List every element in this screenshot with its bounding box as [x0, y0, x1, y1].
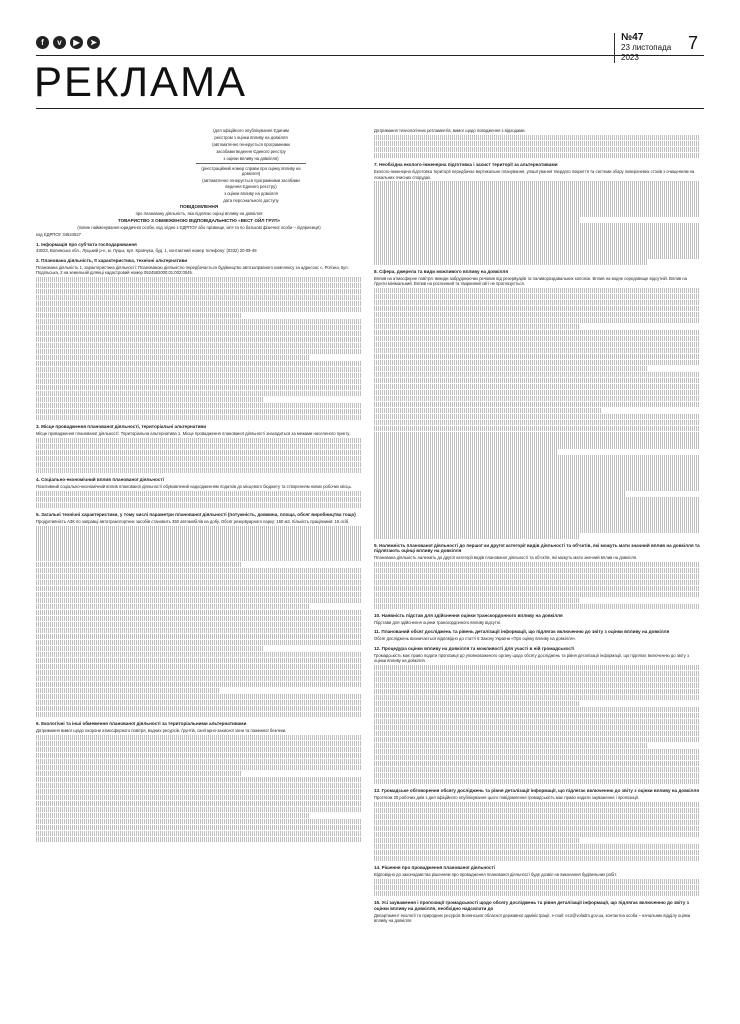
text-line	[36, 622, 362, 627]
section-11-text: Обсяг досліджень визначається відповідно до статті 6 Закону України «Про оцінку впливу на довкілля».	[374, 636, 577, 642]
notice-subtitle: про плановану діяльність, яка підлягає оцінці впливу на довкілля	[135, 211, 263, 217]
text-line	[374, 814, 700, 819]
section-13-title: 13. Громадське обговорення обсягу досліджень та рівня деталізації інформації, що підлягає включенню до звіту з оцінки впливу на довкілля	[374, 788, 700, 794]
text-line	[36, 807, 362, 812]
text-line	[374, 689, 700, 694]
text-line	[36, 491, 362, 496]
text-line	[36, 562, 241, 567]
text-line	[374, 288, 700, 293]
text-line	[374, 420, 700, 425]
notice-intro: (повне найменування юридичної особи, код згідно з ЄДРПОУ або прізвище, ім’я та по батькові фізичної особи – підприємця)	[77, 225, 321, 231]
text-line	[374, 671, 700, 676]
text-line	[36, 373, 362, 378]
text-line	[36, 741, 362, 746]
section-15-text: Департамент екології та природних ресурсів Волинської обласної державної адміністрації, e-mail: eco@voladm.gov.ua, контактна особа – начальник відділу оцінки впливу на довкілля	[374, 912, 691, 924]
text-line	[36, 574, 362, 579]
section-7-text: Еколого-інженерна підготовка території передбачає вертикальне планування, улаштування твердого покриття та системи збору поверхневих стоків з очищенням на локальних очисних спорудах.	[374, 169, 695, 180]
text-filler	[374, 181, 700, 264]
text-line	[36, 610, 362, 615]
text-line	[374, 598, 579, 603]
text-line	[374, 342, 700, 347]
edrpou-code: код ЄДРПОУ 34624527	[36, 232, 81, 238]
section-12-title: 12. Процедура оцінки впливу на довкілля та можливості для участі в ній громадськості	[374, 645, 575, 651]
text-line	[36, 331, 362, 336]
text-line	[36, 532, 362, 537]
section-8-title: 8. Сфера, джерела та види можливого впливу на довкілля	[374, 268, 509, 274]
text-line	[374, 856, 700, 861]
text-line	[374, 354, 700, 359]
text-line	[374, 568, 700, 573]
section-4-text: Позитивний соціально-економічний вплив планованої діяльності обумовлений надходженням податків до місцевого бюджету та створенням нових робочих місць.	[36, 484, 352, 490]
text-line	[36, 747, 362, 752]
text-line	[374, 562, 700, 567]
text-line	[374, 241, 700, 246]
section-2-title: 2. Планована діяльність, її характеристика, технічні альтернативи	[36, 257, 188, 263]
text-line	[36, 592, 362, 597]
section-10-text: Підстави для здійснення оцінки транскордонного впливу відсутні.	[374, 620, 502, 626]
section-3-text: Місце провадження планованої діяльності: Територіальна альтернатива 1. Місце провадження планованої діяльності знаходиться за межами населеного пункту.	[36, 430, 351, 436]
section-3-title: 3. Місце провадження планованої діяльності, територіальні альтернативи	[36, 424, 207, 430]
text-line	[374, 850, 700, 855]
text-line	[374, 217, 579, 222]
text-line	[374, 731, 700, 736]
text-line	[36, 391, 362, 396]
text-line	[36, 652, 362, 657]
text-line	[374, 461, 700, 466]
text-line	[374, 592, 700, 597]
text-line	[374, 885, 700, 890]
registry-stamp	[196, 128, 306, 203]
text-line	[36, 795, 362, 800]
text-line	[36, 438, 362, 443]
stamp-line: (автоматично генерується програмними засобами ведення Єдиного реєстру)	[202, 178, 300, 189]
text-line	[374, 773, 700, 778]
text-line	[374, 604, 700, 609]
text-line	[36, 337, 362, 342]
text-line	[374, 396, 700, 401]
text-line	[374, 844, 700, 849]
header-rule-top	[36, 55, 704, 56]
text-line	[374, 743, 648, 748]
text-line	[374, 135, 700, 140]
text-line	[36, 349, 362, 354]
section-6-text: Дотримання вимог щодо охорони атмосферного повітря, водних ресурсів, ґрунтів, санітарно-захисної зони та пожежної безпеки.	[36, 727, 287, 733]
text-line	[374, 211, 700, 216]
text-line	[374, 497, 700, 502]
text-line	[36, 580, 362, 585]
text-line	[374, 521, 700, 526]
text-line	[374, 586, 700, 591]
issue-date: 23 листопада 2023	[621, 43, 672, 62]
text-filler	[374, 135, 700, 158]
section-9-text: Планована діяльність належить до другої категорії видів планованої діяльності та об’єктів, які можуть мати значний вплив на довкілля.	[374, 554, 638, 560]
text-line	[374, 223, 700, 228]
text-line	[36, 753, 362, 758]
text-line	[374, 515, 700, 520]
text-line	[36, 801, 362, 806]
text-line	[36, 765, 362, 770]
section-5-title: 5. Загальні технічні характеристики, у тому числі параметри планованої діяльності (потужність, довжина, площа, обсяг виробництва тощо)	[36, 512, 356, 518]
text-line	[374, 432, 700, 437]
text-line	[374, 378, 700, 383]
text-line	[374, 755, 700, 760]
text-line	[36, 837, 362, 842]
text-line	[36, 646, 264, 651]
youtube-icon[interactable]: ▶	[70, 36, 83, 49]
section-1-text: 43023, Волинська обл., Луцький р-н, м. Луцьк, вул. Кравчука, буд. 1, контактний номер телефону: (0332) 20-09-48	[36, 248, 257, 254]
text-line	[36, 307, 362, 312]
text-line	[374, 713, 700, 718]
section-8-text: Вплив на атмосферне повітря: викиди забруднюючих речовин від резервуарів та паливороздавальних колонок. Вплив на водне середовище відсутній. Вплив на ґрунти мінімальний. Вплив на рослинний та тваринний світ не прогнозується.	[374, 275, 687, 286]
section-9-title: 9. Належність планованої діяльності до першої чи другої категорії видів діяльності та об’єктів, які можуть мати значний вплив на довкілля та підлягають оцінці впливу на довкілля	[374, 542, 700, 554]
text-line	[374, 725, 700, 730]
text-line	[374, 312, 700, 317]
text-line	[374, 181, 700, 186]
text-line	[374, 199, 700, 204]
text-line	[374, 533, 579, 538]
text-line	[36, 283, 362, 288]
text-line	[374, 366, 648, 371]
text-filler	[374, 562, 700, 609]
text-filler	[36, 438, 362, 473]
page-number: 7	[688, 33, 699, 53]
social-icons	[36, 36, 100, 49]
stamp-line: засобами ведення Єдиного реєстру	[216, 148, 286, 154]
text-line	[36, 319, 362, 324]
issue-info	[614, 33, 681, 63]
text-line	[374, 229, 700, 234]
text-line	[374, 408, 602, 413]
right-column	[374, 128, 700, 927]
stamp-line: (реєстраційний номер справи про оцінку впливу на довкілля)	[201, 166, 301, 177]
text-line	[374, 701, 579, 706]
stamp-line: (автоматично генерується програмними	[212, 141, 290, 147]
text-filler	[36, 491, 362, 508]
text-line	[36, 628, 362, 633]
text-line	[374, 503, 700, 508]
section-7-title: 7. Необхідна еколого-інженерна підготовка і захист території за альтернативами	[374, 162, 558, 168]
text-line	[36, 712, 362, 717]
text-line	[374, 802, 700, 807]
text-line	[36, 497, 362, 502]
text-filler	[374, 879, 700, 896]
text-line	[374, 372, 700, 377]
text-line	[36, 688, 219, 693]
text-line	[374, 259, 648, 264]
text-line	[36, 367, 362, 372]
text-line	[36, 313, 241, 318]
text-line	[374, 838, 579, 843]
text-line	[374, 707, 700, 712]
section-10-title: 10. Наявність підстав для здійснення оцінки транскордонного впливу на довкілля	[374, 613, 563, 619]
text-line	[374, 455, 700, 460]
text-line	[36, 771, 241, 776]
stamp-line: з оцінки впливу на довкілля)	[223, 155, 279, 161]
text-line	[374, 832, 700, 837]
text-line	[36, 355, 310, 360]
text-filler	[36, 735, 362, 842]
text-line	[36, 544, 362, 549]
text-line	[374, 574, 700, 579]
text-line	[36, 379, 362, 384]
left-column	[36, 128, 362, 846]
text-line	[36, 789, 362, 794]
text-line	[374, 719, 700, 724]
text-line	[374, 141, 700, 146]
text-line	[374, 384, 700, 389]
text-line	[36, 640, 362, 645]
text-line	[374, 402, 700, 407]
text-line	[374, 443, 700, 448]
text-line	[36, 456, 362, 461]
text-line	[36, 295, 362, 300]
text-line	[36, 444, 362, 449]
text-line	[36, 403, 362, 408]
text-line	[374, 318, 700, 323]
text-line	[36, 538, 362, 543]
text-line	[374, 779, 700, 784]
text-line	[374, 767, 700, 772]
page-header	[0, 0, 740, 112]
notice-company: ТОВАРИСТВО З ОБМЕЖЕНОЮ ВІДПОВІДАЛЬНІСТЮ «ВЕСТ ОЙЛ ГРУП»	[117, 218, 281, 224]
text-line	[36, 783, 362, 788]
text-line	[374, 390, 700, 395]
issue-number: №47	[621, 32, 644, 43]
text-line	[36, 676, 362, 681]
text-line	[36, 604, 310, 609]
text-line	[374, 761, 700, 766]
text-line	[374, 437, 700, 442]
text-line	[374, 485, 700, 490]
text-line	[374, 808, 700, 813]
text-line	[374, 665, 700, 670]
text-line	[36, 777, 362, 782]
text-line	[374, 449, 557, 454]
text-line	[36, 616, 362, 621]
section-14-text: Відповідно до законодавства рішенням про провадження планованої діяльності буде дозвіл на виконання будівельних робіт.	[374, 872, 617, 878]
notice-title: ПОВІДОМЛЕННЯ	[179, 204, 219, 210]
section-2-text: Планована діяльність 1, характеристика діяльності: Планованою діяльністю передбачається будівництво автозаправного комплексу за адресою: с. Рогізна, вул. Подільська, 2 на земельній ділянці кадастровий номер 0524582000:01:002:0045.	[36, 264, 349, 276]
text-line	[36, 361, 362, 366]
text-line	[374, 294, 700, 299]
text-line	[374, 187, 700, 192]
text-line	[36, 385, 362, 390]
text-line	[36, 700, 362, 705]
text-line	[36, 694, 362, 699]
section-title: РЕКЛАМА	[34, 58, 248, 105]
section-4-title: 4. Соціально-економічний вплив планованої діяльності	[36, 477, 164, 483]
section-15-title: 15. Усі зауваження і пропозиції громадськості щодо обсягу досліджень та рівня деталізації інформації, що підлягає включенню до звіту з оцінки впливу на довкілля, необхідно надсилати до	[374, 900, 689, 911]
section-5-text: Продуктивність АЗК по заправці автотранспортних засобів становить 350 автомобілів на добу. Обсяг резервуарного парку: 150 м3. Кількість працівників: 15 осіб.	[36, 519, 350, 525]
telegram-icon[interactable]: ➤	[87, 36, 100, 49]
header-rule-bottom	[36, 108, 704, 109]
text-line	[36, 503, 362, 508]
text-filler	[374, 665, 700, 784]
section-1-title: 1. Інформація про суб’єкта господарювання	[36, 241, 137, 247]
text-line	[374, 826, 700, 831]
text-line	[36, 397, 264, 402]
text-line	[36, 819, 362, 824]
text-line	[36, 301, 362, 306]
text-line	[36, 586, 362, 591]
text-line	[36, 462, 362, 467]
text-line	[374, 253, 700, 258]
text-line	[374, 247, 700, 252]
text-line	[374, 473, 700, 478]
stamp-line: дата персонального доступу	[223, 197, 279, 203]
text-line	[36, 670, 362, 675]
text-line	[374, 153, 700, 158]
text-line	[36, 409, 362, 414]
text-line	[374, 330, 700, 335]
text-line	[374, 324, 579, 329]
text-line	[36, 682, 362, 687]
text-line	[374, 426, 700, 431]
text-line	[36, 825, 362, 830]
text-line	[374, 360, 700, 365]
text-line	[36, 450, 362, 455]
text-line	[374, 414, 700, 419]
text-filler	[36, 277, 362, 420]
text-line	[36, 664, 362, 669]
text-line	[36, 277, 362, 282]
text-line	[36, 568, 362, 573]
text-line	[374, 677, 700, 682]
text-line	[374, 205, 700, 210]
section-12-text: Громадськість має право подати пропозиції до уповноваженого органу щодо обсягу досліджень та рівня деталізації інформації, що підлягає включенню до звіту з оцінки впливу на довкілля.	[374, 652, 689, 664]
text-line	[36, 634, 362, 639]
text-line	[36, 759, 362, 764]
text-line	[374, 580, 700, 585]
text-line	[374, 479, 700, 484]
text-line	[36, 343, 362, 348]
text-line	[36, 468, 362, 473]
text-filler	[36, 526, 362, 717]
section-6-title: 6. Екологічні та інші обмеження планованої діяльності за територіальними альтернативами	[36, 721, 247, 727]
text-line	[36, 325, 362, 330]
stamp-line: (для офіційного опублікування Єдиним	[213, 128, 289, 133]
text-line	[374, 695, 700, 700]
text-line	[36, 813, 310, 818]
text-line	[374, 306, 700, 311]
text-line	[36, 831, 362, 836]
text-line	[36, 556, 362, 561]
viber-icon[interactable]: v	[53, 36, 66, 49]
text-line	[374, 467, 700, 472]
continued-text: Дотримання технологічних регламентів, вимог щодо поводження з відходами.	[374, 128, 526, 133]
section-13-text: Протягом 20 робочих днів з дня офіційного опублікування цього повідомлення громадськість має право надати зауваження і пропозиції.	[374, 794, 640, 800]
text-filler	[374, 802, 700, 861]
text-line	[374, 879, 700, 884]
text-line	[36, 415, 362, 420]
section-11-title: 11. Планований обсяг досліджень та рівень деталізації інформації, що підлягає включенню до звіту з оцінки впливу на довкілля	[374, 629, 670, 635]
text-line	[36, 526, 362, 531]
text-line	[374, 737, 700, 742]
text-line	[36, 289, 362, 294]
text-line	[36, 550, 362, 555]
text-line	[374, 336, 700, 341]
stamp-line: реєстром з оцінки впливу на довкілля	[214, 134, 288, 140]
text-line	[374, 683, 700, 688]
text-line	[374, 491, 625, 496]
text-line	[374, 509, 700, 514]
text-line	[36, 735, 362, 740]
text-line	[374, 235, 700, 240]
text-line	[36, 658, 362, 663]
text-line	[374, 527, 700, 532]
text-line	[374, 820, 700, 825]
text-line	[36, 706, 362, 711]
text-filler	[374, 288, 700, 539]
text-line	[374, 193, 700, 198]
text-line	[374, 300, 700, 305]
facebook-icon[interactable]: f	[36, 36, 49, 49]
stamp-line: з оцінки впливу на довкілля	[224, 190, 278, 196]
section-14-title: 14. Рішення про провадження планованої діяльності	[374, 865, 495, 871]
text-line	[374, 891, 700, 896]
text-line	[374, 749, 700, 754]
text-line	[374, 147, 700, 152]
text-line	[374, 348, 700, 353]
text-line	[36, 598, 362, 603]
